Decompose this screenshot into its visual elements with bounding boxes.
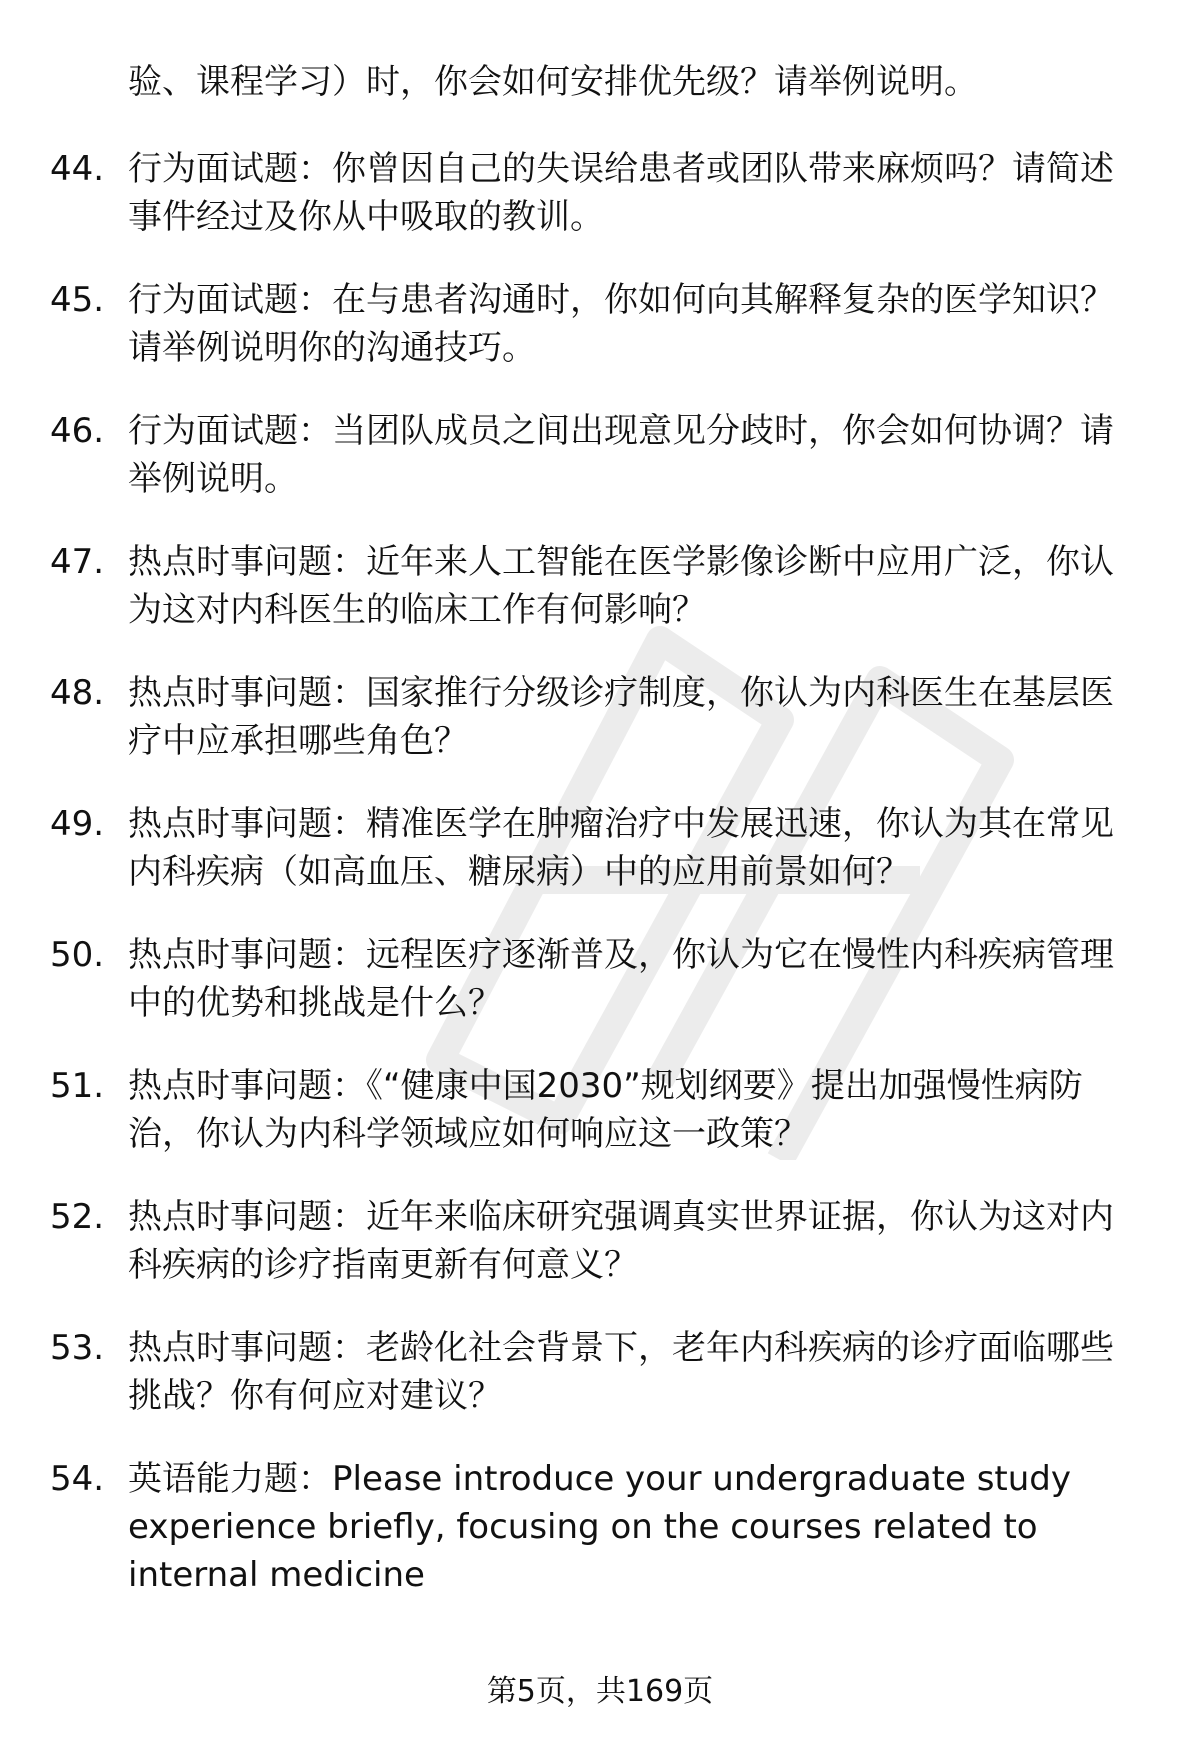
question-text: 热点时事问题：老龄化社会背景下，老年内科疾病的诊疗面临哪些挑战？你有何应对建议？	[128, 1328, 1114, 1416]
question-number: 46.	[50, 411, 105, 451]
question-text: 行为面试题：当团队成员之间出现意见分歧时，你会如何协调？请举例说明。	[128, 411, 1114, 499]
question-number: 51.	[50, 1066, 105, 1106]
question-text: 行为面试题：在与患者沟通时，你如何向其解释复杂的医学知识？请举例说明你的沟通技巧。	[128, 280, 1114, 368]
question-number: 50.	[50, 935, 105, 975]
question-text: 热点时事问题：远程医疗逐渐普及，你认为它在慢性内科疾病管理中的优势和挑战是什么？	[128, 935, 1114, 1023]
continuation-text: 验、课程学习）时，你会如何安排优先级？请举例说明。	[128, 62, 978, 102]
question-text: 热点时事问题：近年来人工智能在医学影像诊断中应用广泛，你认为这对内科医生的临床工作有何影响？	[128, 542, 1114, 630]
question-text: 热点时事问题：近年来临床研究强调真实世界证据，你认为这对内科疾病的诊疗指南更新有何意义？	[128, 1197, 1114, 1285]
question-text: 英语能力题：Please introduce your undergraduate study experience briefly, focusing on the courses related to internal medicine	[128, 1459, 1072, 1595]
question-text: 热点时事问题：《“健康中国2030”规划纲要》提出加强慢性病防治，你认为内科学领域应如何响应这一政策？	[128, 1066, 1083, 1154]
question-number: 47.	[50, 542, 105, 582]
question-number: 44.	[50, 149, 105, 189]
question-number: 48.	[50, 673, 105, 713]
question-text: 行为面试题：你曾因自己的失误给患者或团队带来麻烦吗？请简述事件经过及你从中吸取的教训。	[128, 149, 1114, 237]
question-number: 45.	[50, 280, 105, 320]
question-number: 53.	[50, 1328, 105, 1368]
question-text: 热点时事问题：国家推行分级诊疗制度，你认为内科医生在基层医疗中应承担哪些角色？	[128, 673, 1114, 761]
question-number: 49.	[50, 804, 105, 844]
page-footer: 第5页，共169页	[486, 1674, 714, 1709]
question-text: 热点时事问题：精准医学在肿瘤治疗中发展迅速，你认为其在常见内科疾病（如高血压、糖尿病）中的应用前景如何？	[128, 804, 1114, 892]
question-number: 54.	[50, 1459, 105, 1499]
question-number: 52.	[50, 1197, 105, 1237]
